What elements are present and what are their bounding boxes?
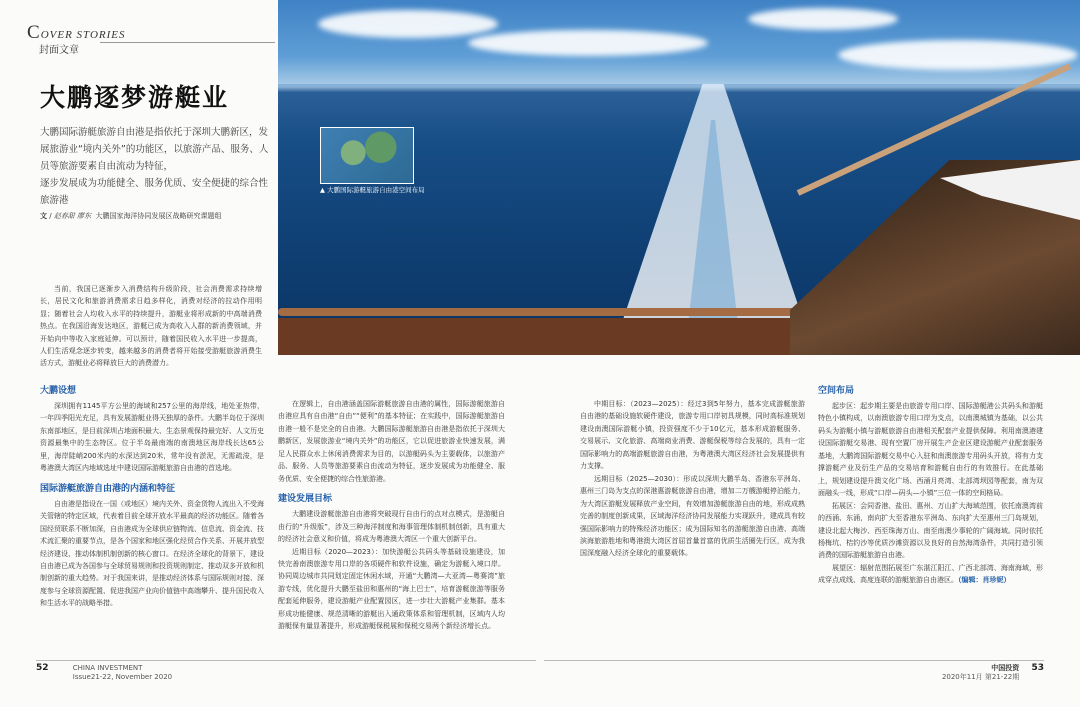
column-1 (40, 385, 264, 610)
paragraph: 展望区：辐射范围拓展至广东湛江阳江、广西北部湾、海南海域，形成穿点成线、高度连联的游艇旅游自由港区。（编辑：肖珍妮） (818, 563, 1043, 585)
paragraph: 拓展区：会同香港、盐田、惠州、万山扩大海域范围，依托南澳湾前的西涌、东涌，南向扩大至香港东平洲岛、东向扩大至惠州三门岛规划，建设北起大梅沙、西至珠海万山、南至南澳少事轮的广阔海域。同时依托杨梅坑、桔钓沙等优质沙滩资源以及良好的自然海湾条件，共同打造引领消费的国际游艇旅游自由港。 (818, 501, 1043, 560)
editor-signoff: （编辑：肖珍妮） (958, 576, 1011, 585)
paragraph: 中期目标：（2023—2025）：经过3到5年努力，基本完成游艇旅游自由港的基础设施软硬件建设，旅游专用口岸初具规模，同时高标准规划建设南澳国际游艇小镇，投资强度不少于10亿元，基本形成游艇服务、交易展示、文化旅游、高端商业消费、游艇保税等综合发展的，具有一定国际影响力的高端游艇旅游自由港，为粤港澳大湾区经济社会发展提供有力支撑。 (580, 400, 805, 471)
heading-meaning: 国际游艇旅游自由港的内涵和特征 (40, 483, 176, 494)
paragraph: 大鹏建设游艇旅游自由港将突破现行自由行的点对点模式，是游艇自由行的“升级版”，涉及三种海洋制度和海事管理体制机制创新，具有重大的经济社会意义和价值，将成为粤港澳大湾区一个重大创新平台。 (278, 510, 505, 544)
footer-rule-left (36, 660, 536, 661)
footer-left (36, 664, 172, 688)
article-title: 大鹏逐梦游艇业 (40, 83, 230, 112)
section-en-label: COVER STORIES (27, 22, 126, 43)
column-4 (818, 385, 1043, 587)
paragraph: 近期目标（2020—2023）：加快游艇公共码头等基础设施建设，加快完善南澳旅游专用口岸的各项硬件和软件设施，确定为游艇入境口岸。协同周边城市共同划定固定休闲水域，开通“大鹏湾—大亚湾—粤赛湾”旅游专线，优化提升大鹏至盐田和惠州的“海上巴士”，培育游艇旅游等服务配套延伸服务，建设游艇产业配置园区，进一步壮大游艇产业集群。基本形成功能健康、规范清晰的游艇出入通政策体系和管理机制，区域内人均游艇保有量显著提升，形成游艇保税展和保税交易两个新经济增长点。 (278, 547, 505, 631)
header-rule (100, 42, 275, 43)
footer-brand-cn: 中国投资 (991, 664, 1020, 672)
section-cn-label: 封面文章 (39, 45, 79, 56)
paragraph: 在逻辑上，自由港涵盖国际游艇旅游自由港的属性，国际游艇旅游自由港应具有自由港“自由”“便利”的基本特征；在实践中，国际游艇旅游自由港一般不是完全的自由港。大鹏国际游艇旅游自由港是指依托于深圳大鹏新区，发展旅游业“境内关外”的功能区，它以促进旅游业快速发展，满足人民群众水上休闲消费需求为目的，以游艇码头为主要载体，以旅游产品、服务、人员等旅游要素自由流动为特征，逐步发展成为功能健全、服务优质、安全便捷的综合性旅游港。 (278, 400, 505, 483)
footer-right (942, 664, 1044, 688)
footer-issue-en: Issue21-22, November 2020 (72, 673, 173, 681)
column-3 (580, 398, 805, 560)
intro-paragraph: 当前，我国已逐渐步入消费结构升级阶段，社会消费需求持续增长，居民文化和旅游消费需求日趋多样化，消费对经济的拉动作用明显；随着社会人均收入水平的持续提升，游艇业将形成新的中高端消费热点。在我国沿海发达地区，游艇已成为高收入人群的新消费领域，并开始向中等收入家庭延伸。可以预计，随着国民收入水平进一步提高，人们生活观念逐步转变，越来越多的消费者将开始接受游艇旅游消费生活方式，游艇业必将释放巨大的消费潜力。 (40, 285, 262, 368)
inset-map-image (320, 127, 414, 184)
paragraph: 深圳拥有1145平方公里的海域和257公里的海岸线，地处亚热带，一年四季阳光充足，具有发展游艇业得天独厚的条件。大鹏半岛位于深圳东南部地区，是目前深圳占地面积最大、生态景观保持最完好、人文历史资源最集中的生态特区。位于半岛最南端的南澳地区海岸线长达65公里，海岸陡峭200米内的水深达到20米，常年没有淤泥，无需疏浚，是粤港澳大湾区内地域选址中建设国际游艇旅游自由港的首选地。 (40, 402, 264, 473)
paragraph: 自由港是指设在一国（或地区）境内关外、资金货物人流出入不受海关管辖的特定区域，代表着目前全球开放水平最高的经济功能区。随着各国经贸联系不断加深，自由港成为全球供应链物流、信息流、资金流、技术流汇聚的重要节点，是各个国家和地区强化经贸合作关系、开展并放型经济建设、推动体制机制创新的核心窗口。在经济全球化的背景下，建设自由港已成为各国参与全球贸易规则和投资规则制定、推动双多开放和机制创新的重大趋势。对于我国来讲，是推动经济体系与国际规则对接、深度参与全球资源配置、促进我国产业向价值链中高端攀升、提升国民收入和生活水平的战略举措。 (40, 499, 264, 608)
footer-issue-cn: 2020年11月 第21-22期 (941, 673, 1020, 681)
column-2 (278, 398, 505, 633)
article-deck: 大鹏国际游艇旅游自由港是指依托于深圳大鹏新区，发展旅游业“境内关外”的功能区，以旅游产品、服务、人员等旅游要素自由流动为特征， 逐步发展成为功能健全、服务优质、安全便捷的综合性旅游港 (40, 127, 269, 206)
section-header (27, 22, 126, 56)
paragraph: 远期目标（2025—2030）：形成以深圳大鹏半岛、香港东平洲岛、惠州三门岛为支点的深港惠游艇旅游自由港，增加二万艘游艇停泊能力，为大湾区游艇发展释放产业空间，有效增加游艇旅游自由的地，形成成熟完善的制度创新成果，区域海洋经济协同发展能力实现跃升，建成具有较强国际影响力的特殊经济功能区；成为国际知名的游艇旅游自由港、高端滨海旅游胜地和粤港澳大湾区首屈首量首富的优质生活圈先行区，成为我国深度融入经济全球化的重要载体。 (580, 474, 805, 558)
heading-background: 大鹏设想 (40, 386, 77, 396)
footer-rule-right (544, 660, 1044, 661)
byline: 文 / 赵春甜 廖东 大鹏国家海洋协同发展区战略研究课题组 (40, 212, 222, 220)
page-number-right: 53 (1031, 663, 1044, 673)
inset-map-caption: ▲ 大鹏国际游艇旅游自由港空间布局 (320, 186, 425, 194)
page-number-left: 52 (36, 663, 49, 673)
heading-layout: 空间布局 (818, 386, 855, 396)
paragraph: 起步区：起步期主要是由旅游专用口岸、国际游艇港公共码头和游艇特色小镇构成，以南澳旅游专用口岸为支点，以南澳城镇为基础，以公共码头为游艇小镇与游艇旅游自由港相关配套产业提供保障。利用南澳港建设国际游艇交易港、现有空置厂房开展生产企业区建设游艇产业配套服务基地，大鹏湾国际游艇交易中心入驻和南澳旅游专用码头开放，将有力支撑游艇产业及衍生产品的交易培育和游艇自由行的有效推行。在此基础上，规划建设提升澳文化广场、西涌月亮湾、北部湾坝园等配套，南为双面融头一线，形成“口岸—码头—小镇”三位一体的空间格局。 (818, 402, 1043, 498)
heading-goals: 建设发展目标 (278, 494, 333, 505)
footer-brand-en: CHINA INVESTMENT (72, 664, 143, 672)
